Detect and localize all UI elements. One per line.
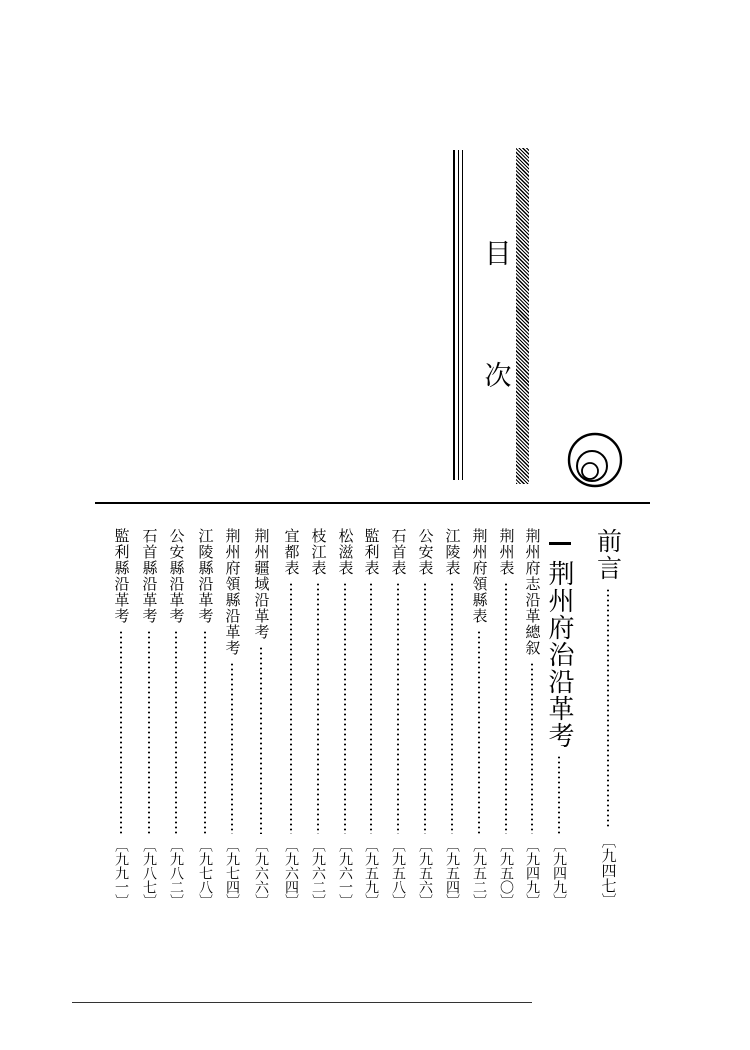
toc-entry-page: 〔九五九〕: [363, 838, 379, 908]
leader-dots: [120, 630, 122, 834]
toc-entry: [137, 528, 161, 908]
toc-entry-page: 〔九五四〕: [444, 838, 460, 908]
toc-entry-title: 荆州府治沿革考: [544, 560, 574, 749]
toc-entry: [333, 528, 357, 908]
leader-dots: [370, 582, 372, 834]
toc-entry-page: 〔九九一〕: [113, 838, 129, 908]
title-border-left-thin-2: [462, 150, 463, 480]
title-hatched-band: [516, 148, 529, 484]
leader-dots: [607, 588, 609, 829]
toc-entry: [413, 528, 437, 908]
toc-entry: [279, 528, 303, 908]
leader-dots: [175, 630, 177, 834]
leader-dots: [148, 630, 150, 834]
toc-entry: [359, 528, 383, 908]
toc-entry-title: 公安縣沿革考: [167, 528, 186, 624]
toc-entry: [220, 528, 244, 908]
toc-entry-title: 荆州表: [497, 528, 516, 576]
toc-entry: [249, 528, 273, 908]
toc-entry-page: 〔九四九〕: [551, 838, 567, 908]
toc-entry-page: 〔九六二〕: [310, 838, 326, 908]
chapter-number-one: [547, 528, 573, 558]
toc-entry-page: 〔九六一〕: [337, 838, 353, 908]
toc-entry: [593, 528, 623, 908]
circle-emblem-icon: [565, 432, 627, 488]
toc-entry-title: 荆州府志沿革總叙: [523, 528, 542, 656]
toc-entry: [306, 528, 330, 908]
toc-entry: [520, 528, 544, 908]
toc-entry-title: 監利縣沿革考: [112, 528, 131, 624]
leader-dots: [478, 630, 480, 834]
leader-dots: [231, 662, 233, 834]
title-char-ci: 次: [484, 361, 512, 392]
toc-entry-page: 〔九六四〕: [283, 838, 299, 908]
toc-entry: [109, 528, 133, 908]
toc-entry-page: 〔九五八〕: [390, 838, 406, 908]
toc-entry: [467, 528, 491, 908]
toc-entry-title: 枝江表: [309, 528, 328, 576]
toc-entry: [544, 560, 574, 908]
toc-entry: [386, 528, 410, 908]
leader-dots: [451, 582, 453, 834]
toc-entry-title: 荆州府領縣表: [470, 528, 489, 624]
bottom-divider: [72, 1002, 532, 1003]
toc-entry-title: 江陵表: [443, 528, 462, 576]
leader-dots: [317, 582, 319, 834]
toc-entry-title: 石首縣沿革考: [140, 528, 159, 624]
toc-entry-title: 荆州疆域沿革考: [252, 528, 271, 640]
toc-entry-page: 〔九五六〕: [417, 838, 433, 908]
toc-entry-page: 〔九四九〕: [524, 838, 540, 908]
toc-entry-title: 石首表: [389, 528, 408, 576]
toc-entry-page: 〔九八七〕: [141, 838, 157, 908]
toc-entry-title: 監利表: [362, 528, 381, 576]
toc-entry-page: 〔九六六〕: [253, 838, 269, 908]
toc-entry-title: 江陵縣沿革考: [196, 528, 215, 624]
leader-dots: [204, 630, 206, 834]
title-border-left-thin-1: [458, 150, 459, 480]
leader-dots: [558, 755, 560, 834]
leader-dots: [505, 582, 507, 834]
leader-dots: [531, 662, 533, 834]
toc-entry-title: 松滋表: [336, 528, 355, 576]
toc-entry: [494, 528, 518, 908]
toc-entry-title: 前言: [593, 528, 623, 582]
toc-entry-title: 公安表: [416, 528, 435, 576]
toc-entry-page: 〔九七八〕: [197, 838, 213, 908]
toc-entry-page: 〔九五二〕: [471, 838, 487, 908]
toc-entry: [164, 528, 188, 908]
toc-entry-page: 〔九七四〕: [224, 838, 240, 908]
toc-entry-title: 宜都表: [282, 528, 301, 576]
toc-entry-page: 〔九八二〕: [168, 838, 184, 908]
title-char-mu: 目: [484, 239, 512, 270]
leader-dots: [344, 582, 346, 834]
toc-entry-title: 荆州府領縣沿革考: [223, 528, 242, 656]
leader-dots: [260, 646, 262, 834]
title-border-left-thick: [453, 150, 455, 480]
leader-dots: [424, 582, 426, 834]
toc-entry: [193, 528, 217, 908]
toc-entry: [440, 528, 464, 908]
top-divider: [95, 502, 650, 504]
toc-entry-page: 〔九四七〕: [599, 833, 618, 908]
toc-entry-page: 〔九五〇〕: [498, 838, 514, 908]
leader-dots: [397, 582, 399, 834]
leader-dots: [290, 582, 292, 834]
